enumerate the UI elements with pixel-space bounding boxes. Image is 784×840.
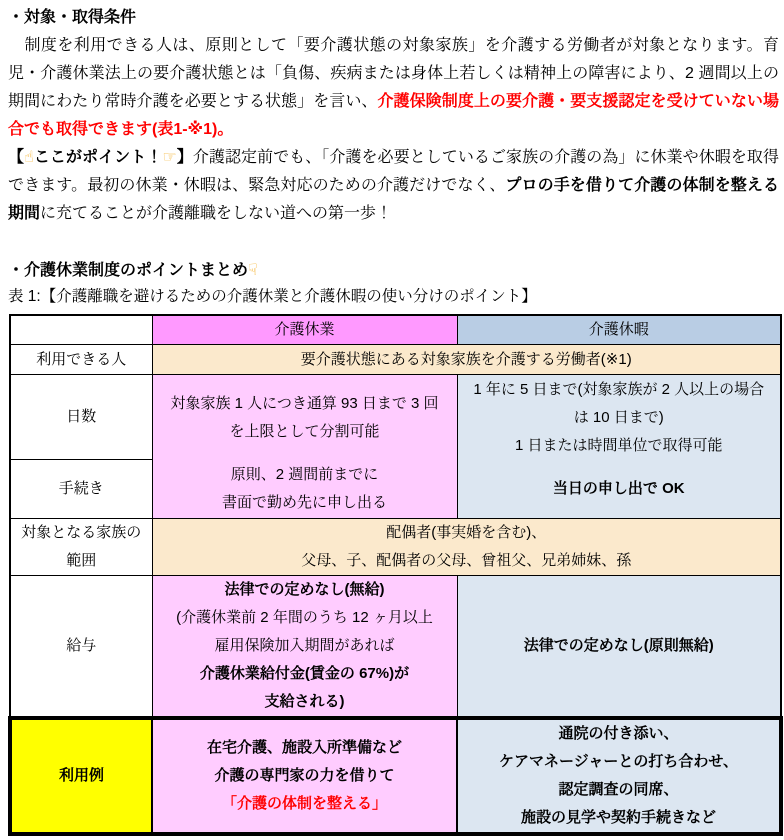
pointing-down-icon: ☟	[248, 262, 258, 279]
row-salary	[10, 576, 781, 719]
family-scope-label-line2: 範囲	[66, 552, 97, 569]
cell-eligible-person: 要介護状態にある対象家族を介護する労働者(※1)	[152, 345, 781, 375]
cell-days-procedure-kyuka	[457, 375, 781, 519]
days-kyugyo-line2: を上限として分割可能	[229, 422, 380, 440]
cell-procedure-kyuka	[462, 460, 777, 518]
summary-heading-text: ・介護休業制度のポイントまとめ	[8, 262, 249, 279]
paragraph-conditions	[8, 32, 779, 144]
paragraph-point	[8, 144, 779, 228]
family-scope-line1: 配偶者(事実婚を含む)、	[386, 524, 547, 541]
procedure-kyugyo-line2: 書面で勤め先に申し出る	[221, 493, 387, 511]
usage-kyuka-line3: 認定調査の同席、	[558, 781, 679, 798]
usage-kyuka-line4: 施設の見学や契約手続きなど	[520, 809, 716, 826]
table-header-row	[10, 315, 781, 345]
days-kyuka-line1: 1 年に 5 日まで(対象家族が 2 人以上の場合	[473, 380, 765, 398]
usage-kyugyo-line1: 在宅介護、施設入所準備など	[206, 739, 402, 756]
point-label: ここがポイント！	[33, 149, 163, 166]
point-text-1: 介護認定前でも、「介護を必要としているご家族の介護の為」に休業や休暇を取得できます。最初の休業・休暇は、緊急対応のための介護だけでなく、	[8, 149, 779, 194]
header-kaigo-kyugyo: 介護休業	[152, 315, 457, 345]
header-corner-blank-cell	[10, 315, 152, 345]
label-salary: 給与	[10, 576, 152, 719]
family-scope-label-line1: 対象となる家族の	[21, 524, 142, 541]
pointing-right-icon: ☞	[162, 149, 177, 166]
days-kyuka-line3: 1 日または時間単位で取得可能	[514, 436, 723, 454]
point-bracket-close: 】	[176, 149, 193, 166]
point-text-bold: プロの手を借りて介護の体制を整える期間	[8, 177, 779, 222]
procedure-kyuka-text: 当日の申し出で OK	[552, 479, 685, 497]
row-days	[10, 375, 781, 460]
header-kaigo-kyuka: 介護休暇	[457, 315, 781, 345]
family-scope-line2: 父母、子、配偶者の父母、曾祖父、兄弟姉妹、孫	[301, 552, 632, 569]
table-caption: 表 1:【介護離職を避けるための介護休業と介護休暇の使い分けのポイント】	[8, 288, 537, 305]
salary-kyugyo-line5: 支給される)	[264, 693, 345, 710]
usage-kyuka-line1: 通院の付き添い、	[558, 725, 679, 742]
point-bracket-open: 【	[8, 149, 25, 166]
label-procedure: 手続き	[10, 460, 152, 519]
usage-kyuka-line2: ケアマネージャーとの打ち合わせ、	[499, 753, 738, 770]
cell-days-procedure-kyugyo	[152, 375, 457, 519]
salary-kyugyo-line1: 法律での定めなし(無給)	[224, 581, 385, 598]
point-text-2: に充てることが介護離職をしない道への第一歩！	[40, 205, 393, 222]
care-leave-comparison-table	[8, 314, 783, 836]
days-kyugyo-line1: 対象家族 1 人につき通算 93 日まで 3 回	[170, 394, 439, 412]
paragraph-conditions-text: 制度を利用できる人は、原則として「要介護状態の対象家族」を介護する労働者が対象となります。育児・介護休業法上の要介護状態とは「負傷、疾病または身体上若しくは精神上の障害により、2 週間以上の期間にわたり常時介護を必要とする状態」を言い、	[8, 37, 779, 110]
cell-salary-kyugyo	[152, 576, 457, 719]
label-usage-examples: 利用例	[10, 718, 152, 834]
salary-kyugyo-line4: 介護休業給付金(賃金の 67%)が	[199, 665, 410, 682]
section-heading-conditions: ・対象・取得条件	[8, 9, 137, 26]
cell-family-scope	[152, 519, 781, 576]
label-family-scope	[10, 519, 152, 576]
cell-salary-kyuka: 法律での定めなし(原則無給)	[457, 576, 781, 719]
usage-kyugyo-line3-red: 「介護の体制を整える」	[221, 795, 387, 812]
salary-kyugyo-line2: (介護休業前 2 年間のうち 12 ヶ月以上	[176, 609, 433, 626]
paragraph-conditions-red-emphasis: 介護保険制度上の要介護・要支援認定を受けていない場合でも取得できます(表1-※1)。	[8, 93, 779, 138]
cell-procedure-kyugyo	[157, 460, 453, 518]
pointing-up-icon: ☝	[24, 149, 34, 166]
procedure-kyugyo-line1: 原則、2 週間前までに	[230, 465, 379, 483]
label-eligible-person: 利用できる人	[10, 345, 152, 375]
row-usage-examples	[10, 718, 781, 834]
usage-kyugyo-line2: 介護の専門家の力を借りて	[214, 767, 395, 784]
cell-days-kyuka	[462, 376, 777, 460]
salary-kyugyo-line3: 雇用保険加入期間があれば	[214, 637, 395, 654]
days-kyuka-line2: は 10 日まで)	[573, 408, 664, 426]
label-days: 日数	[10, 375, 152, 460]
row-family-scope	[10, 519, 781, 576]
row-eligible-person	[10, 345, 781, 375]
section-heading-summary	[8, 260, 779, 282]
cell-days-kyugyo	[157, 376, 453, 460]
cell-usage-kyugyo	[152, 718, 457, 834]
cell-usage-kyuka	[457, 718, 781, 834]
